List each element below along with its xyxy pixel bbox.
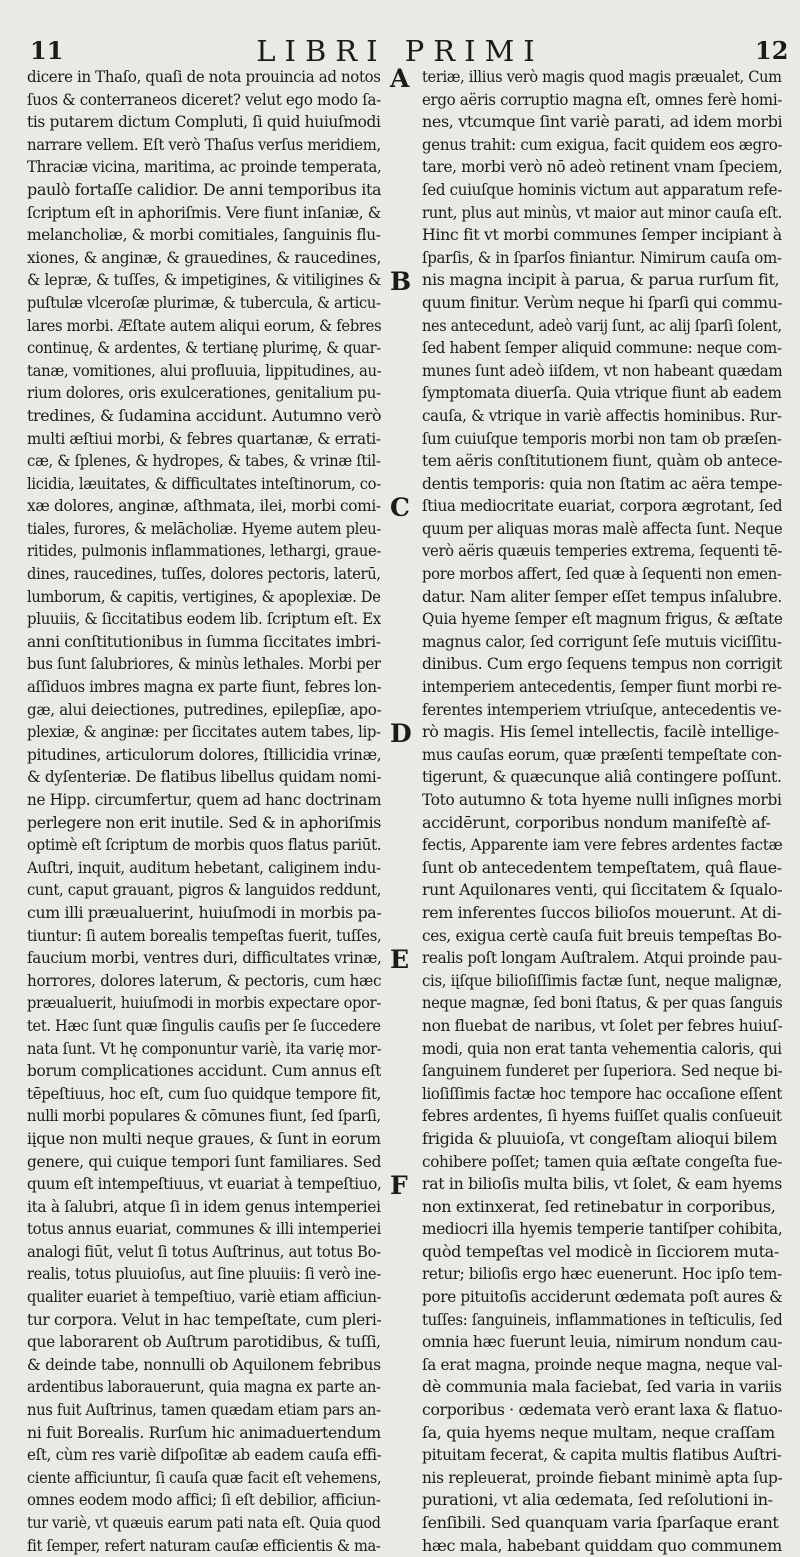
text-line: tet. Hæc ſunt quæ ſingulis cauſis per ſe ſuccedere — [27, 1015, 381, 1035]
text-line: xiones, & anginæ, & grauedines, & raucedines, — [27, 247, 381, 267]
text-line: nus fuit Auſtrinus, tamen quædam etiam pars an- — [27, 1400, 381, 1420]
text-line: melancholiæ, & morbi comitiales, ſanguinis flu- — [27, 225, 381, 245]
text-line: cunt, caput grauant, pigros & languidos reddunt, — [27, 880, 381, 900]
text-line: verò aëris quæuis temperies extrema, ſequenti tē- — [422, 541, 782, 561]
text-line: tis putarem dictum Compluti, ſi quid huiuſmodi — [27, 112, 381, 132]
text-line: tuſſes: ſanguineis, inflammationes in teſticulis, ſed — [422, 1309, 782, 1329]
text-line: teriæ, illius verò magis quod magis præualet, Cum — [422, 67, 782, 86]
text-line: quum finitur. Verùm neque hi ſparſi qui commu- — [422, 292, 782, 312]
text-line: rium dolores, oris exulcerationes, genitalium pu- — [27, 383, 381, 403]
text-line: frigida & pluuioſa, vt congeſtam alioqui bilem — [422, 1128, 778, 1148]
text-line: tanæ, vomitiones, alui profluuia, lippitudines, au- — [27, 360, 381, 380]
text-line: tiuntur: ſi autem borealis tempeſtas fuerit, tuſſes, — [27, 925, 381, 945]
text-line: fit ſemper, refert naturam cauſæ efficientis & ma- — [27, 1535, 381, 1555]
text-line: plexiæ, & anginæ: per ſiccitates autem tabes, lip- — [27, 722, 381, 742]
text-line: magnus calor, ſed corrigunt ſeſe mutuis viciſſitu- — [422, 631, 782, 651]
text-line: pore morbos affert, ſed quæ à ſequenti non emen- — [422, 564, 782, 584]
text-line: genus trahit: cum exigua, facit quidem eos ægro- — [422, 134, 782, 154]
text-line: accidērunt, corporibus nondum manifeſtè af- — [422, 812, 771, 832]
text-line: & dyſenteriæ. De flatibus libellus quidam nomi- — [27, 767, 381, 787]
text-line: multi æſtiui morbi, & febres quartanæ, & errati- — [27, 428, 381, 448]
text-line: eſt, cùm res variè diſpoſitæ ab eadem cauſa effi- — [27, 1445, 381, 1465]
text-line: mus cauſas eorum, quæ præſenti tempeſtate con- — [422, 744, 782, 764]
text-line: runt, plus aut minùs, vt maior aut minor cauſa eſt. — [422, 202, 782, 222]
text-line: nis repleuerat, proinde fiebant minimè apta ſup- — [422, 1467, 782, 1487]
text-line: paulò fortaſſe calidior. De anni temporibus ita — [27, 179, 381, 199]
margin-letter: A — [390, 64, 410, 93]
text-line: qualiter euariet à tempeſtiuo, variè etiam afficiun- — [27, 1287, 381, 1307]
text-line: nis magna incipit à parua, & parua rurſum fit, — [422, 270, 780, 290]
text-line: munes ſunt adeò iiſdem, vt non habeant quædam — [422, 360, 782, 380]
text-line: puſtulæ vlceroſæ plurimæ, & tubercula, & articu- — [27, 292, 381, 312]
text-line: cæ, & ſplenes, & hydropes, & tabes, & vrinæ ſtil- — [27, 451, 381, 471]
text-line: ſenſibili. Sed quanquam varia ſparſaque erant — [422, 1513, 779, 1532]
margin-letter: D — [390, 719, 412, 749]
text-line: omnia hæc fuerunt leuia, nimirum nondum cau- — [422, 1332, 782, 1352]
text-line: dicere in Thaſo, quaſi de nota prouincia ad notos — [27, 67, 381, 86]
text-line: non fluebat de naribus, vt ſolet per febres huiuſ- — [422, 1015, 782, 1035]
text-line: tem aëris conſtitutionem fiunt, quàm ob antece- — [422, 451, 782, 471]
text-line: rem inferentes ſuccos bilioſos mouerunt. At di- — [422, 902, 782, 922]
text-line: rò magis. His ſemel intellectis, facilè intellige- — [422, 722, 779, 742]
text-line: Quia hyeme ſemper eſt magnum frigus, & æſtate — [422, 609, 782, 629]
text-line: tredines, & ſudamina accidunt. Autumno verò — [27, 405, 381, 425]
text-line: cum illi præualuerint, huiuſmodi in morbis pa- — [27, 902, 381, 922]
page-number-right: 12 — [755, 36, 789, 65]
text-line: quòd tempeſtas vel modicè in ſicciorem muta- — [422, 1241, 779, 1261]
text-line: ardentibus laborauerunt, quia magna ex parte an- — [27, 1377, 381, 1397]
text-line: horrores, dolores laterum, & pectoris, cum hæc — [27, 970, 381, 990]
text-line: dè communia mala faciebat, ſed varia in variis — [422, 1377, 782, 1397]
right-text-column — [422, 66, 782, 1557]
text-line: ne Hipp. circumfertur, quem ad hanc doctrinam — [27, 790, 381, 809]
left-text-column — [27, 66, 381, 1557]
text-line: tiales, furores, & melācholiæ. Hyeme autem pleu- — [27, 518, 381, 538]
text-line: ferentes intemperiem vtriuſque, antecedentis ve- — [422, 699, 782, 719]
text-line: Hinc fit vt morbi communes ſemper incipiant à — [422, 225, 782, 245]
text-line: narrare vellem. Eſt verò Thaſus verſus meridiem, — [27, 134, 381, 154]
text-line: xæ dolores, anginæ, aſthmata, ilei, morbi comi- — [27, 496, 381, 516]
margin-letter: E — [390, 945, 410, 975]
text-line: datur. Nam aliter ſemper eſſet tempus inſalubre. — [422, 586, 782, 606]
text-line: ciente afficiuntur, ſi cauſa quæ facit eſt vehemens, — [27, 1467, 381, 1487]
text-line: & deinde tabe, nonnulli ob Aquilonem febribus — [27, 1354, 381, 1374]
text-line: ces, exigua certè cauſa fuit breuis tempeſtas Bo- — [422, 925, 782, 945]
text-line: faucium morbi, ventres duri, difficultates vrinæ, — [27, 948, 381, 968]
text-line: præualuerit, huiuſmodi in morbis expectare opor- — [27, 993, 381, 1013]
text-line: ſed cuiuſque hominis victum aut apparatum refe- — [422, 179, 782, 199]
text-line: modi, quia non erat tanta vehementia caloris, qui — [422, 1038, 782, 1058]
page-number-left: 11 — [30, 36, 64, 65]
text-line: tur variè, vt quæuis earum pati nata eſt. Quia quod — [27, 1513, 381, 1532]
margin-letter: F — [390, 1171, 408, 1201]
text-line: realis, totus pluuioſus, aut ſine pluuiis: ſi verò ine- — [27, 1264, 381, 1284]
text-line: quum eſt intempeſtiuus, vt euariat à tempeſtiuo, — [27, 1174, 381, 1194]
text-line: ſparſis, & in ſparſos finiantur. Nimirum cauſa om- — [422, 247, 782, 267]
text-line: pluuiis, & ſiccitatibus eodem lib. ſcriptum eſt. Ex — [27, 609, 381, 629]
text-line: febres ardentes, ſi hyems fuiſſet qualis conſueuit — [422, 1106, 782, 1126]
text-line: ſed habent ſemper aliquid commune: neque com- — [422, 338, 782, 358]
text-line: realis poſt longam Auſtralem. Atqui proinde pau- — [422, 948, 782, 968]
text-line: ergo aëris corruptio magna eſt, omnes ferè homi- — [422, 89, 782, 109]
text-line: tur corpora. Velut in hac tempeſtate, cum pleri- — [27, 1309, 381, 1329]
text-line: continuę, & ardentes, & tertianę plurimę, & quar- — [27, 338, 381, 358]
text-line: genere, qui cuique tempori ſunt familiares. Sed — [27, 1151, 381, 1171]
text-line: tigerunt, & quæcunque aliâ contingere poſſunt. — [422, 767, 782, 787]
text-line: purationi, vt alia œdemata, ſed reſolutioni in- — [422, 1490, 773, 1510]
text-line: non extinxerat, ſed retinebatur in corporibus, — [422, 1196, 776, 1216]
text-line: Auſtri, inquit, auditum hebetant, caliginem indu- — [27, 857, 381, 877]
text-line: tēpeſtiuus, hoc eſt, cum ſuo quidque tempore fit, — [27, 1083, 381, 1103]
text-line: dentis temporis: quia non ſtatim ac aëra tempe- — [422, 473, 782, 493]
text-line: lumborum, & capitis, vertigines, & apoplexiæ. De — [27, 586, 381, 606]
text-line: cohibere poſſet; tamen quia æſtate congeſta fue- — [422, 1151, 782, 1171]
text-line: cauſa, & vtrique in variè affectis hominibus. Rur- — [422, 405, 782, 425]
text-line: ſunt ob antecedentem tempeſtatem, quâ flaue- — [422, 857, 782, 877]
margin-letter: C — [390, 493, 410, 523]
text-line: bus ſunt ſalubriores, & minùs lethales. Morbi per — [27, 654, 381, 674]
text-line: rat in bilioſis multa bilis, vt ſolet, & eam hyems — [422, 1174, 782, 1194]
text-line: tare, morbi verò nō adeò retinent vnam ſpeciem, — [422, 157, 782, 177]
text-line: perlegere non erit inutile. Sed & in aphoriſmis — [27, 812, 381, 832]
text-line: mediocri illa hyemis temperie tantiſper cohibita, — [422, 1219, 782, 1239]
text-line: iįque non multi neque graues, & ſunt in eorum — [27, 1128, 381, 1148]
text-line: pituitam fecerat, & capita multis flatibus Auſtri- — [422, 1445, 782, 1465]
text-line: ſum cuiuſque temporis morbi non tam ob præſen- — [422, 428, 782, 448]
text-line: lares morbi. Æſtate autem aliqui eorum, & febres — [27, 315, 381, 335]
text-line: dinibus. Cum ergo ſequens tempus non corrigit — [422, 654, 782, 674]
running-head: LIBRI PRIMI — [256, 34, 544, 68]
text-line: licidia, læuitates, & difficultates inteſtinorum, co- — [27, 473, 381, 493]
text-line: & lepræ, & tuſſes, & impetigines, & vitiligines & — [27, 270, 381, 290]
text-line: gæ, alui deiectiones, putredines, epilepſiæ, apo- — [27, 699, 381, 719]
margin-letter: B — [390, 267, 412, 297]
text-line: ſymptomata diuerſa. Quia vtrique fiunt ab eadem — [422, 383, 782, 403]
text-line: que laborarent ob Auſtrum parotidibus, & tuſſi, — [27, 1332, 381, 1352]
text-line: retur; bilioſis ergo hæc euenerunt. Hoc ipſo tem- — [422, 1264, 782, 1284]
text-line: nulli morbi populares & cōmunes fiunt, ſed ſparſi, — [27, 1106, 381, 1126]
text-line: borum complicationes accidunt. Cum annus eſt — [27, 1061, 381, 1081]
text-line: Toto autumno & tota hyeme nulli inſignes morbi — [422, 790, 782, 809]
text-line: nes antecedunt, adeò varij ſunt, ac alij ſparſi ſolent, — [422, 315, 782, 335]
text-line: Thraciæ vicina, maritima, ac proinde temperata, — [27, 157, 381, 177]
text-line: anni conſtitutionibus in ſumma ſiccitates imbri- — [27, 631, 381, 651]
text-line: ritides, pulmonis inflammationes, lethargi, graue- — [27, 541, 381, 561]
text-line: ſtiua mediocritate euariat, corpora ægrotant, ſed — [422, 496, 782, 516]
text-line: ſa, quia hyems neque multam, neque craſſam — [422, 1422, 775, 1442]
text-line: nata ſunt. Vt hę componuntur variè, ita varię mor- — [27, 1038, 381, 1058]
text-line: cis, iįſque bilioſiſſimis factæ ſunt, neque malignæ, — [422, 970, 782, 990]
text-line: ita à ſalubri, atque ſi in idem genus intemperiei — [27, 1196, 381, 1216]
text-line: ſcriptum eſt in aphoriſmis. Vere fiunt inſaniæ, & — [27, 202, 381, 222]
text-line: pitudines, articulorum dolores, ſtillicidia vrinæ, — [27, 744, 381, 764]
text-line: aſſiduos imbres magna ex parte fiunt, febres lon- — [27, 677, 381, 697]
text-line: neque magnæ, ſed boni ſtatus, & per quas ſanguis — [422, 993, 782, 1013]
text-line: nes, vtcumque ſint variè parati, ad idem morbi — [422, 112, 782, 132]
text-line: lioſiſſimis factæ hoc tempore hac occaſione eſſent — [422, 1083, 782, 1103]
text-line: totus annus euariat, communes & illi intemperiei — [27, 1219, 381, 1239]
text-line: ni fuit Borealis. Rurſum hic animaduertendum — [27, 1422, 381, 1442]
text-line: pore pituitoſis acciderunt œdemata poſt aures & — [422, 1287, 782, 1307]
text-line: intemperiem antecedentis, ſemper fiunt morbi re- — [422, 677, 782, 697]
text-line: optimè eſt ſcriptum de morbis quos flatus pariūt. — [27, 835, 381, 855]
text-line: analogi fiūt, velut ſi totus Auſtrinus, aut totus Bo- — [27, 1241, 381, 1261]
text-line: ſa erat magna, proinde neque magna, neque val- — [422, 1354, 782, 1374]
text-line: omnes eodem modo affici; ſi eſt debilior, afficiun- — [27, 1490, 381, 1510]
text-line: hæc mala, habebant quiddam quo communem — [422, 1535, 782, 1555]
text-line: corporibus · œdemata verò erant laxa & flatuo- — [422, 1400, 782, 1420]
text-line: fectis, Apparente iam vere febres ardentes factæ — [422, 835, 782, 855]
text-line: runt Aquilonares venti, qui ſiccitatem & ſqualo- — [422, 880, 782, 900]
text-line: quum per aliquas moras malè affecta ſunt. Neque — [422, 518, 782, 538]
text-line: dines, raucedines, tuſſes, dolores pectoris, laterū, — [27, 564, 381, 584]
text-line: ſanguinem funderet per ſuperiora. Sed neque bi- — [422, 1061, 782, 1081]
text-line: ſuos & conterraneos diceret? velut ego modo ſa- — [27, 89, 381, 109]
